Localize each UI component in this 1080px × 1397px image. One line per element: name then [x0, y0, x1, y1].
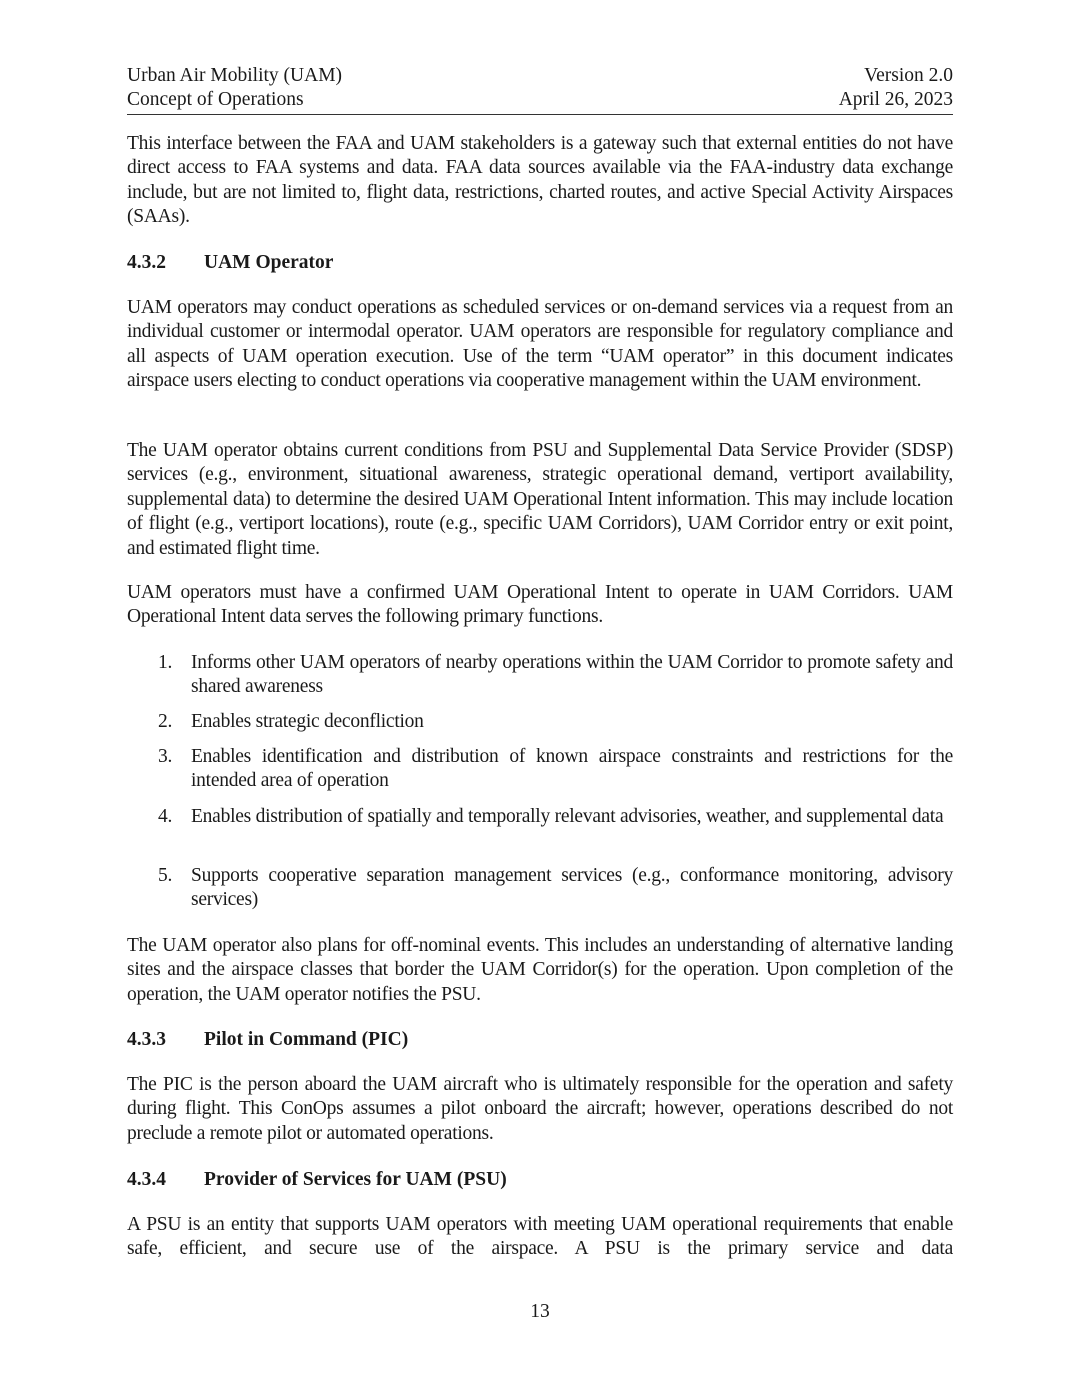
header-version-info: [839, 64, 953, 112]
header-title: [127, 64, 342, 112]
paragraph: UAM operators must have a confirmed UAM Operational Intent to operate in UAM Corridors. UAM Operational Intent data serves the following primary functions.: [127, 582, 953, 628]
section-number: 4.3.3: [127, 1029, 166, 1050]
paragraph: The UAM operator obtains current conditions from PSU and Supplemental Data Service Provider (SDSP) services (e.g., environment, situational awareness, strategic operational demand, vertiport availability, supplemental data) to determine the desired UAM Operational Intent information. This may include location of flight (e.g., vertiport locations), route (e.g., specific UAM Corridors), UAM Corridor entry or exit point, and estimated flight time.: [127, 440, 953, 559]
section-heading-4-3-4: [127, 1168, 507, 1192]
running-header: [127, 64, 953, 115]
list-number: 4.: [158, 806, 173, 827]
header-title-line2: Concept of Operations: [127, 89, 304, 110]
list-number: 3.: [158, 746, 173, 767]
paragraph: UAM operators may conduct operations as scheduled services or on-demand services via a request from an individual customer or intermodal operator. UAM operators are responsible for regulatory compliance and all aspects of UAM operation execution. Use of the term “UAM operator” in this document indicates airspace users electing to conduct operations via cooperative management within the UAM environment.: [127, 297, 953, 392]
list-number: 5.: [158, 865, 173, 886]
section-number: 4.3.4: [127, 1169, 166, 1190]
list-text: Enables distribution of spatially and temporally relevant advisories, weather, and supplemental data: [191, 806, 944, 827]
section-heading-4-3-3: [127, 1028, 408, 1052]
header-title-line1: Urban Air Mobility (UAM): [127, 65, 343, 86]
paragraph: A PSU is an entity that supports UAM operators with meeting UAM operational requirements that enable safe, efficient, and secure use of the airspace. A PSU is the primary service and data: [127, 1214, 953, 1260]
header-date: April 26, 2023: [838, 89, 953, 110]
section-title: UAM Operator: [204, 252, 334, 273]
list-text: Enables identification and distribution of known airspace constraints and restrictions for the intended area of operation: [191, 746, 953, 792]
header-version: Version 2.0: [864, 65, 953, 86]
paragraph: The PIC is the person aboard the UAM aircraft who is ultimately responsible for the operation and safety during flight. This ConOps assumes a pilot onboard the aircraft; however, operations described do not preclude a remote pilot or automated operations.: [127, 1074, 953, 1144]
section-number: 4.3.2: [127, 252, 166, 273]
list-number: 1.: [158, 652, 173, 673]
page-number: 13: [530, 1301, 550, 1322]
section-title: Provider of Services for UAM (PSU): [204, 1169, 507, 1190]
intro-paragraph: This interface between the FAA and UAM stakeholders is a gateway such that external entities do not have direct access to FAA systems and data. FAA data sources available via the FAA-industry data exchange include, but are not limited to, flight data, restrictions, charted routes, and active Special Activity Airspaces (SAAs).: [127, 133, 953, 228]
list-text: Informs other UAM operators of nearby operations within the UAM Corridor to promote safety and shared awareness: [191, 652, 953, 698]
section-heading-4-3-2: [127, 251, 333, 275]
list-text: Supports cooperative separation management services (e.g., conformance monitoring, advisory services): [191, 865, 953, 911]
paragraph: The UAM operator also plans for off-nominal events. This includes an understanding of alternative landing sites and the airspace classes that border the UAM Corridor(s) for the operation. Upon completion of the operation, the UAM operator notifies the PSU.: [127, 935, 953, 1005]
list-text: Enables strategic deconfliction: [191, 711, 424, 732]
list-number: 2.: [158, 711, 173, 732]
section-title: Pilot in Command (PIC): [204, 1029, 409, 1050]
